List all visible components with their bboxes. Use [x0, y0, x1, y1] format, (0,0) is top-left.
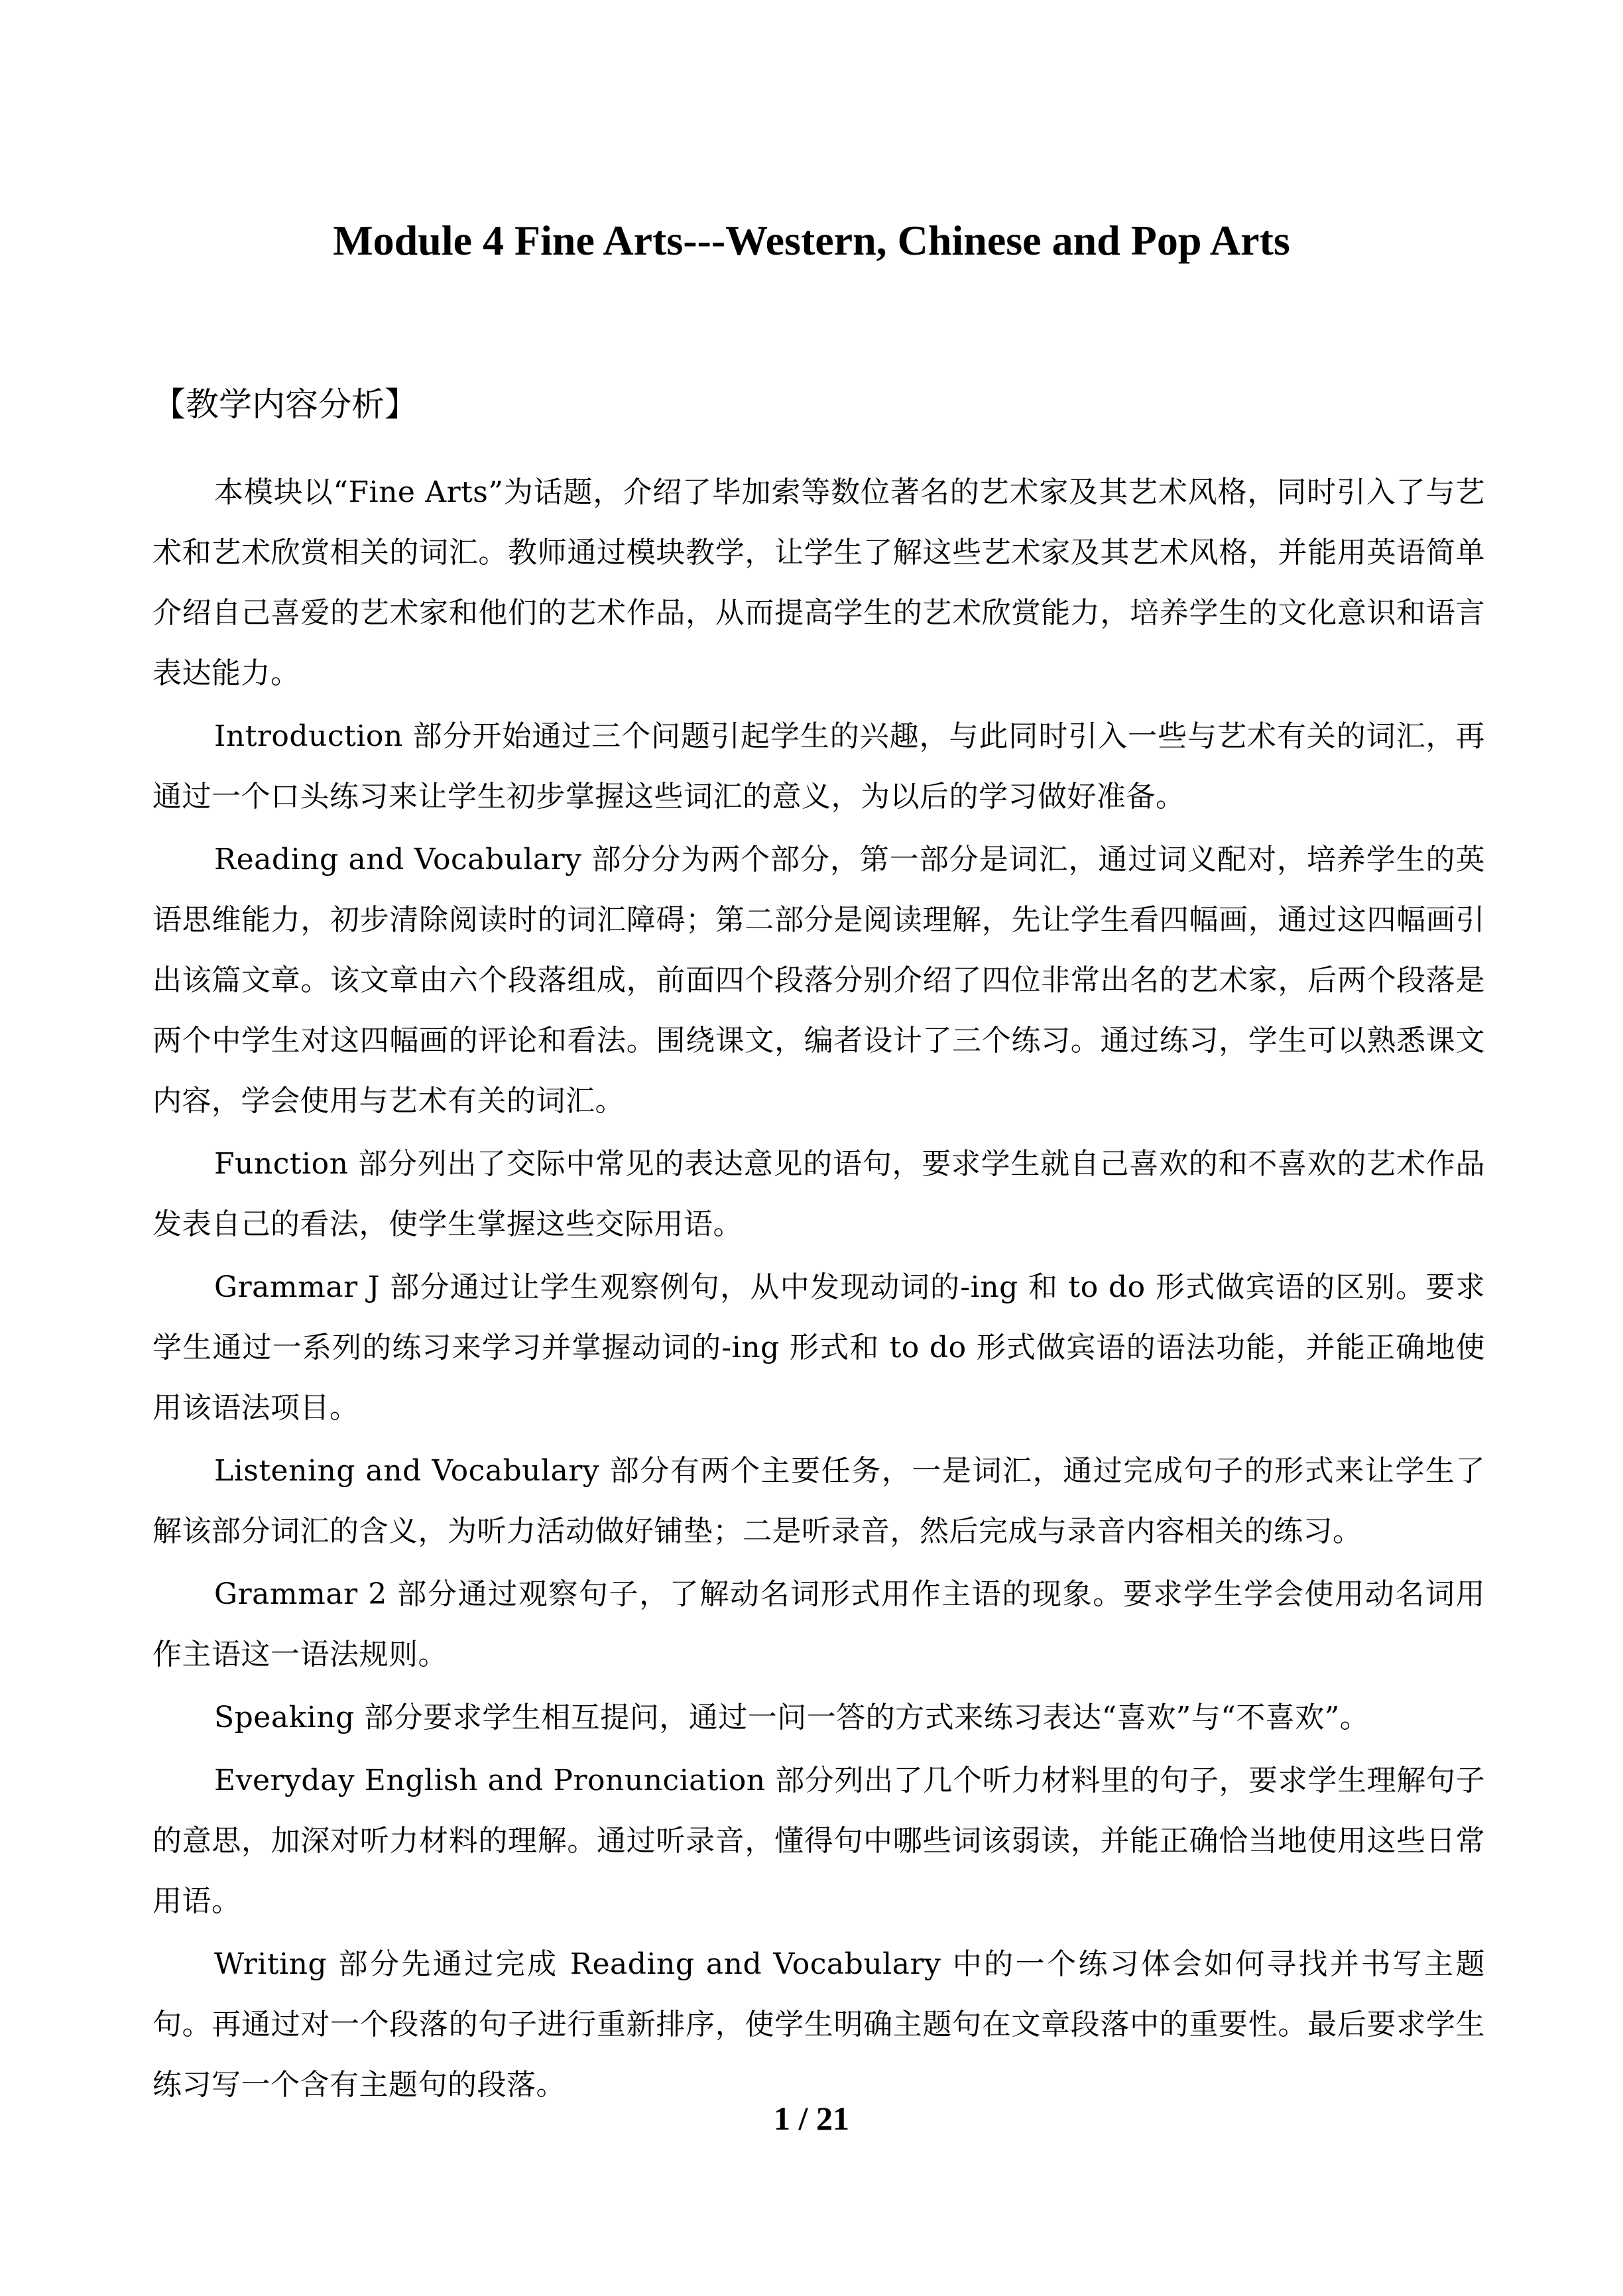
paragraph-listening-vocabulary: Listening and Vocabulary 部分有两个主要任务，一是词汇，通过完成句子的形式来让学生了解该部分词汇的含义，为听力活动做好铺垫；二是听录音，然后完成与录音内容相关的练习。	[152, 1454, 1485, 1548]
paragraph-writing: Writing 部分先通过完成 Reading and Vocabulary 中的一个练习体会如何寻找并书写主题句。再通过对一个段落的句子进行重新排序，使学生明确主题句在文章段落中的重要性。最后要求学生练习写一个含有主题句的段落。	[152, 1947, 1485, 2102]
document-title: Module 4 Fine Arts---Western, Chinese and Pop Arts	[333, 217, 1290, 264]
paragraph-intro: 本模块以“Fine Arts”为话题，介绍了毕加索等数位著名的艺术家及其艺术风格，同时引入了与艺术和艺术欣赏相关的词汇。教师通过模块教学，让学生了解这些艺术家及其艺术风格，并能用英语简单介绍自己喜爱的艺术家和他们的艺术作品，从而提高学生的艺术欣赏能力，培养学生的文化意识和语言表达能力。	[152, 475, 1485, 690]
body-text	[152, 462, 1485, 2118]
paragraph-grammar-1: Grammar J 部分通过让学生观察例句，从中发现动词的-ing 和 to do 形式做宾语的区别。要求学生通过一系列的练习来学习并掌握动词的-ing 形式和 to do 形式做宾语的语法功能，并能正确地使用该语法项目。	[152, 1270, 1485, 1425]
paragraph-reading-vocabulary: Reading and Vocabulary 部分分为两个部分，第一部分是词汇，通过词义配对，培养学生的英语思维能力，初步清除阅读时的词汇障碍；第二部分是阅读理解，先让学生看四幅画，通过这四幅画引出该篇文章。该文章由六个段落组成，前面四个段落分别介绍了四位非常出名的艺术家，后两个段落是两个中学生对这四幅画的评论和看法。围绕课文，编者设计了三个练习。通过练习，学生可以熟悉课文内容，学会使用与艺术有关的词汇。	[152, 843, 1485, 1118]
section-heading: 【教学内容分析】	[152, 385, 418, 424]
paragraph-speaking: Speaking 部分要求学生相互提问，通过一问一答的方式来练习表达“喜欢”与“不喜欢”。	[214, 1701, 1370, 1734]
paragraph-grammar-2: Grammar 2 部分通过观察句子，了解动名词形式用作主语的现象。要求学生学会使用动名词用作主语这一语法规则。	[152, 1577, 1485, 1671]
page-number: 1 / 21	[774, 2100, 849, 2137]
paragraph-introduction: Introduction 部分开始通过三个问题引起学生的兴趣，与此同时引入一些与艺术有关的词汇，再通过一个口头练习来让学生初步掌握这些词汇的意义，为以后的学习做好准备。	[152, 719, 1485, 814]
paragraph-function: Function 部分列出了交际中常见的表达意见的语句，要求学生就自己喜欢的和不喜欢的艺术作品发表自己的看法，使学生掌握这些交际用语。	[152, 1147, 1485, 1241]
paragraph-everyday-english: Everyday English and Pronunciation 部分列出了几个听力材料里的句子，要求学生理解句子的意思，加深对听力材料的理解。通过听录音，懂得句中哪些词该弱读，并能正确恰当地使用这些日常用语。	[152, 1764, 1485, 1918]
